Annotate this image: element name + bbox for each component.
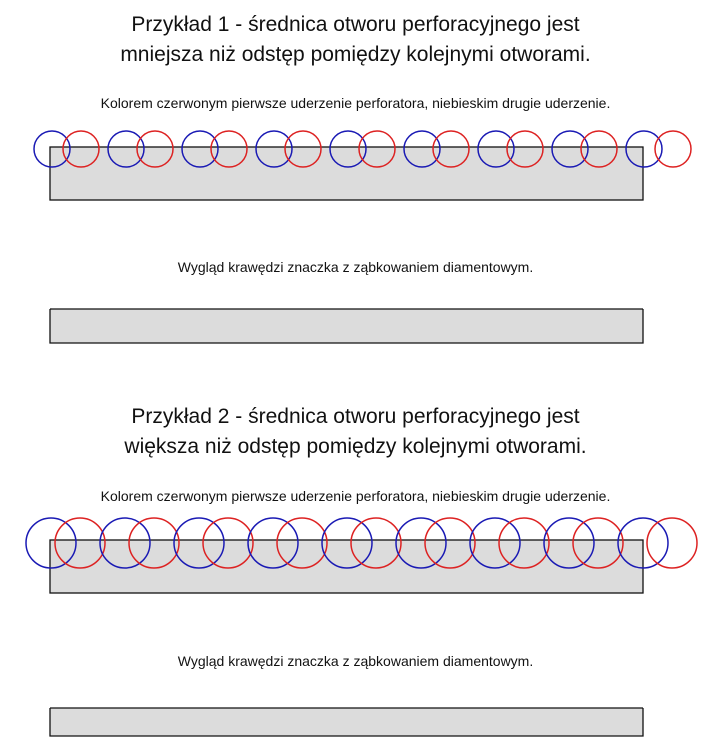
stamp-body (50, 540, 643, 593)
example1-title (0, 10, 711, 70)
example2-title-line1: Przykład 2 - średnica otworu perforacyjnego jest (131, 405, 580, 428)
first-strike-hole (655, 131, 691, 167)
example2-perforation-diagram (0, 505, 711, 605)
example1-title-line2: mniejsza niż odstęp pomiędzy kolejnymi otworami. (120, 43, 591, 66)
example2-legend-text: Kolorem czerwonym pierwsze uderzenie perforatora, niebieskim drugie uderzenie. (100, 488, 611, 504)
example1-legend-text: Kolorem czerwonym pierwsze uderzenie perforatora, niebieskim drugie uderzenie. (100, 95, 611, 111)
example2-edge-caption: Wygląd krawędzi znaczka z ząbkowaniem diamentowym. (177, 653, 534, 669)
example1-perforation-diagram (0, 120, 711, 210)
example1-edge-diagram (0, 280, 711, 350)
example2-title (0, 402, 711, 462)
stamp-edge-fill (50, 309, 643, 343)
example2-edge-diagram (0, 680, 711, 749)
stamp-body (50, 147, 643, 200)
example2-title-line2: większa niż odstęp pomiędzy kolejnymi otworami. (124, 435, 587, 458)
first-strike-hole (647, 518, 697, 568)
stamp-edge-fill (50, 708, 643, 736)
example1-title-line1: Przykład 1 - średnica otworu perforacyjnego jest (131, 13, 580, 36)
example1-edge-caption: Wygląd krawędzi znaczka z ząbkowaniem diamentowym. (177, 259, 534, 275)
